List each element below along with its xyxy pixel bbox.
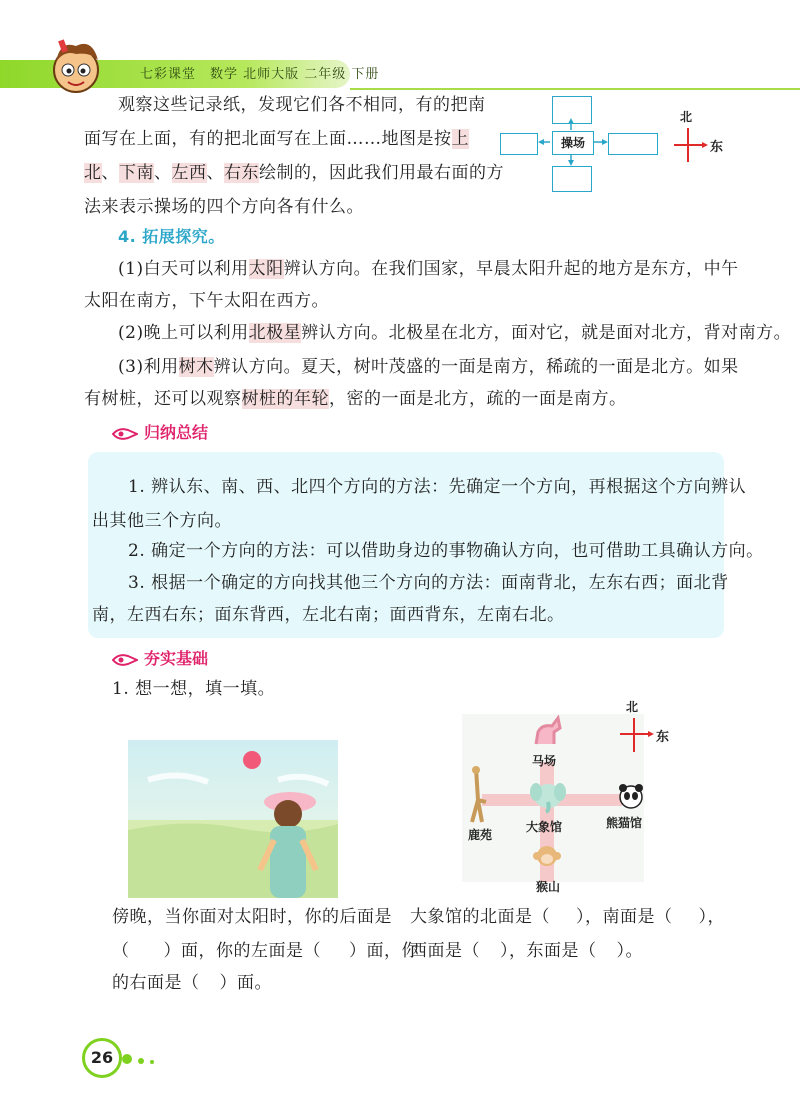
summary-item-3-line1: 3. 根据一个确定的方向找其他三个方向的方法：面南背北，左东右西；面北背 bbox=[128, 573, 729, 593]
decor-dot bbox=[122, 1054, 132, 1064]
summary-item-2: 2. 确定一个方向的方法：可以借助身边的事物确认方向，也可借助工具确认方向。 bbox=[128, 541, 764, 561]
zoo-compass-icon bbox=[618, 712, 658, 756]
horse-icon bbox=[528, 714, 566, 752]
sunset-illustration bbox=[128, 740, 338, 898]
section4-p3-line1: (3)利用树木辨认方向。夏天，树叶茂盛的一面是南方，稀疏的一面是北方。如果 bbox=[118, 357, 739, 377]
direction-arrows bbox=[530, 118, 620, 172]
arrow-badge-icon bbox=[112, 653, 138, 667]
arrow-badge-icon bbox=[112, 427, 138, 441]
left-question-line3: 的右面是（ ）面。 bbox=[112, 973, 272, 993]
playground-label: 操场 bbox=[552, 131, 594, 155]
section4-p3-line2: 有树桩，还可以观察树桩的年轮，密的一面是北方，疏的一面是南方。 bbox=[84, 389, 627, 409]
elephant-label: 大象馆 bbox=[526, 820, 563, 834]
monkey-label: 猴山 bbox=[536, 880, 561, 894]
panda-icon bbox=[616, 782, 646, 812]
header-title: 七彩课堂 数学 北师大版 二年级 下册 bbox=[140, 67, 380, 82]
summary-item-1-line1: 1. 辨认东、南、西、北四个方向的方法：先确定一个方向，再根据这个方向辨认 bbox=[128, 477, 747, 497]
left-question-line2: （ ）面，你的左面是（ ）面，你 bbox=[112, 941, 419, 961]
monkey-icon bbox=[532, 842, 562, 874]
section4-p1-line2: 太阳在南方，下午太阳在西方。 bbox=[84, 291, 329, 311]
question-1: 1. 想一想，填一填。 bbox=[112, 679, 276, 699]
section4-p2: (2)晚上可以利用北极星辨认方向。北极星在北方，面对它，就是面对北方，背对南方。 bbox=[118, 323, 792, 343]
left-question-line1: 傍晚，当你面对太阳时，你的后面是 bbox=[112, 907, 392, 927]
intro-line-3: 北、下南、左西、右东绘制的，因此我们用最右面的方 bbox=[84, 163, 504, 183]
deer-icon bbox=[464, 764, 490, 824]
basics-heading: 夯实基础 bbox=[112, 646, 208, 669]
section4-title bbox=[118, 220, 225, 254]
mascot-icon bbox=[46, 36, 108, 98]
horse-label: 马场 bbox=[532, 754, 557, 768]
compass-icon bbox=[672, 118, 712, 168]
right-question-line1: 大象馆的北面是（ ），南面是（ ）， bbox=[410, 907, 725, 927]
compass-north-label: 北 bbox=[680, 110, 693, 124]
compass-east-label: 东 bbox=[710, 140, 724, 155]
right-question-line2: 西面是（ ），东面是（ ）。 bbox=[410, 941, 643, 961]
zoo-compass-north: 北 bbox=[626, 700, 639, 714]
intro-line-1: 观察这些记录纸，发现它们各不相同，有的把南 bbox=[118, 95, 486, 115]
intro-line-4: 法来表示操场的四个方向各有什么。 bbox=[84, 197, 364, 217]
zoo-compass-east: 东 bbox=[656, 730, 670, 745]
section4-title-text: 4. 拓展探究。 bbox=[118, 227, 225, 246]
panda-label: 熊猫馆 bbox=[606, 816, 643, 830]
page-number: 26 bbox=[82, 1038, 122, 1078]
deer-label: 鹿苑 bbox=[468, 828, 493, 842]
decor-dot bbox=[138, 1058, 144, 1064]
section4-p1-line1: (1)白天可以利用太阳辨认方向。在我们国家，早晨太阳升起的地方是东方，中午 bbox=[118, 259, 739, 279]
decor-dot bbox=[150, 1060, 154, 1064]
summary-heading: 归纳总结 bbox=[112, 420, 208, 443]
summary-item-1-line2: 出其他三个方向。 bbox=[92, 511, 232, 531]
summary-item-3-line2: 南，左西右东；面东背西，左北右南；面西背东，左南右北。 bbox=[92, 605, 565, 625]
intro-line-2: 面写在上面，有的把北面写在上面……地图是按上 bbox=[84, 129, 469, 149]
elephant-icon bbox=[528, 776, 568, 814]
